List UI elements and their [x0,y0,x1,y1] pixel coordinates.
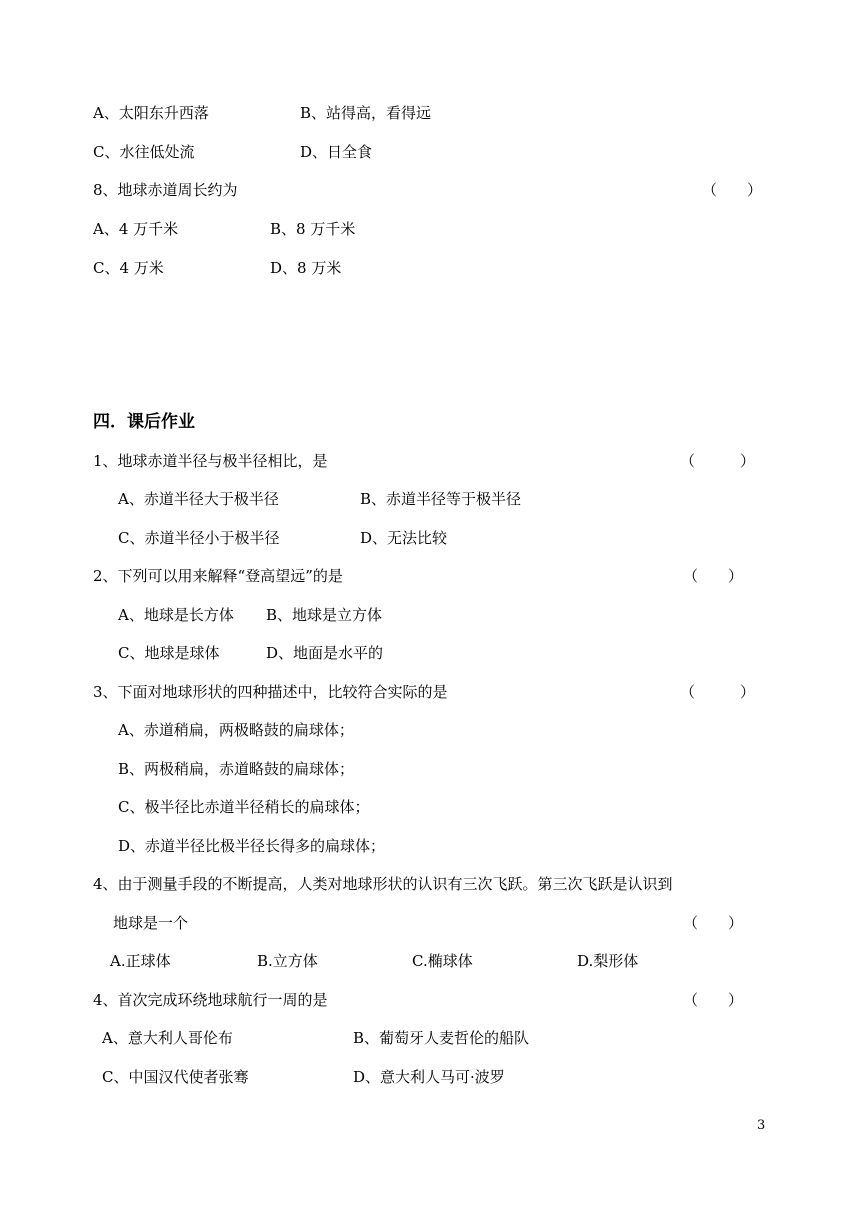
q2-option-d: D、地面是水平的 [266,644,384,662]
q7-option-b: B、站得高，看得远 [300,104,432,122]
q1-option-b: B、赤道半径等于极半径 [360,490,522,508]
q1-answer-blank: （ ） [680,452,756,470]
page-number: 3 [757,1118,766,1133]
q8-option-a: A、4 万千米 [93,220,179,238]
q1-option-a: A、赤道半径大于极半径 [118,490,279,508]
q5-option-d: D、意大利人马可·波罗 [353,1068,505,1086]
q7-option-c: C、水往低处流 [93,143,195,161]
q5-option-a: A、意大利人哥伦布 [102,1029,233,1047]
q4-option-c: C.椭球体 [412,952,473,970]
q3-option-c: C、极半径比赤道半径稍长的扁球体； [118,798,370,816]
q7-option-d: D、日全食 [300,143,373,161]
q1-stem: 1、地球赤道半径与极半径相比，是 [93,452,328,470]
q2-answer-blank: （ ） [683,567,744,585]
q8-option-c: C、4 万米 [93,259,164,277]
q5-option-c: C、中国汉代使者张骞 [102,1068,249,1086]
q4-stem-line2: 地球是一个 [113,914,189,932]
q3-option-b: B、两极稍扁，赤道略鼓的扁球体； [118,760,355,778]
q4-option-b: B.立方体 [257,952,318,970]
q3-option-d: D、赤道半径比极半径长得多的扁球体； [118,837,386,855]
q1-option-c: C、赤道半径小于极半径 [118,529,280,547]
q4-stem-line1: 4、由于测量手段的不断提高，人类对地球形状的认识有三次飞跃。第三次飞跃是认识到 [93,875,673,893]
q2-stem: 2、下列可以用来解释“登高望远”的是 [93,567,343,585]
q1-option-d: D、无法比较 [360,529,448,547]
q3-option-a: A、赤道稍扁，两极略鼓的扁球体； [118,721,354,739]
section-heading: 四．课后作业 [93,412,195,432]
q4-option-d: D.梨形体 [577,952,639,970]
q8-option-b: B、8 万千米 [270,220,356,238]
q7-option-a: A、太阳东升西落 [93,104,209,122]
q5-answer-blank: （ ） [683,991,744,1009]
q2-option-a: A、地球是长方体 [118,606,234,624]
q5-stem: 4、首次完成环绕地球航行一周的是 [93,991,328,1009]
q2-option-b: B、地球是立方体 [266,606,383,624]
q3-stem: 3、下面对地球形状的四种描述中，比较符合实际的是 [93,683,448,701]
q5-option-b: B、葡萄牙人麦哲伦的船队 [353,1029,530,1047]
q8-option-d: D、8 万米 [270,259,342,277]
q4-answer-blank: （ ） [683,914,744,932]
q4-option-a: A.正球体 [110,952,171,970]
q2-option-c: C、地球是球体 [118,644,220,662]
q3-answer-blank: （ ） [680,683,756,701]
q8-answer-blank: （ ） [702,181,763,199]
q8-stem: 8、地球赤道周长约为 [93,181,238,199]
